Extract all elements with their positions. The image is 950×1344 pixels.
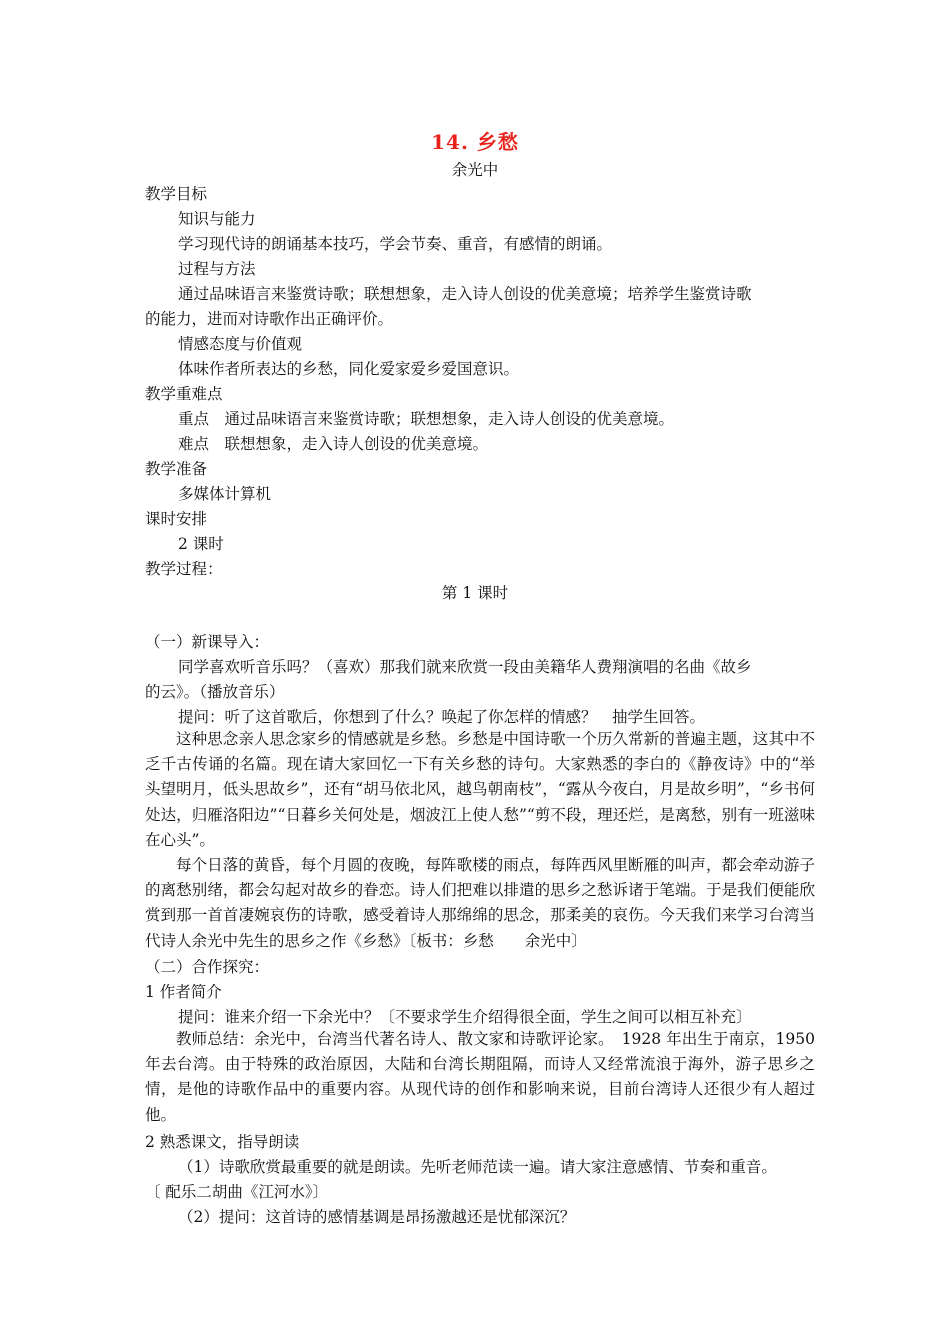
intro-text-line1: 同学喜欢听音乐吗？（喜欢）那我们就来欣赏一段由美籍华人费翔演唱的名曲《故乡: [178, 658, 752, 676]
question-two: 提问：谁来介绍一下余光中？〔不要求学生介绍得很全面，学生之间可以相互补充〕: [178, 1008, 752, 1026]
knowledge-text: 学习现代诗的朗诵基本技巧，学会节奏、重音，有感情的朗诵。: [178, 235, 613, 253]
process-text-line2: 的能力，进而对诗歌作出正确评价。: [145, 310, 394, 328]
lesson-title: 14. 乡愁: [431, 130, 519, 154]
difficulty-text: 难点 联想想象，走入诗人创设的优美意境。: [178, 435, 489, 453]
preparation-text: 多媒体计算机: [178, 485, 272, 503]
emotion-text: 体味作者所表达的乡愁，同化爱家爱乡爱国意识。: [178, 360, 520, 378]
author-intro-heading: 1 作者简介: [145, 983, 222, 1001]
key-point-text: 重点 通过品味语言来鉴赏诗歌；联想想象，走入诗人创设的优美意境。: [178, 410, 675, 428]
process-text-line1: 通过品味语言来鉴赏诗歌；联想想象，走入诗人创设的优美意境；培养学生鉴赏诗歌: [178, 285, 752, 303]
lesson-one-heading: 第 1 课时: [441, 584, 509, 602]
heading-preparation: 教学准备: [145, 460, 208, 478]
subheading-emotion: 情感态度与价值观: [178, 335, 303, 353]
heading-key-points: 教学重难点: [145, 385, 223, 403]
section-explore-heading: （二）合作探究：: [145, 958, 270, 976]
sunset-paragraph: [145, 853, 815, 954]
reading-question: （2）提问：这首诗的感情基调是昂扬激越还是忧郁深沉？: [178, 1208, 576, 1226]
teacher-summary-paragraph: [145, 1027, 815, 1128]
sunset-paragraph-text: 每个日落的黄昏，每个月圆的夜晚，每阵歌楼的雨点，每阵西风里断雁的叫声，都会牵动游子的离愁别绪，都会勾起对故乡的眷恋。诗人们把难以排遣的思乡之愁诉诸于笔端。于是我们便能欣赏到那一首首凄婉哀伤的诗歌，感受着诗人那绵绵的思念，那柔美的哀伤。今天我们来学习台湾当代诗人余光中先生的思乡之作《乡愁》〔板书：乡愁 余光中〕: [145, 856, 815, 950]
heading-class-hours: 课时安排: [145, 510, 208, 528]
reading-instruction-line2: 〔 配乐二胡曲《江河水》〕: [145, 1183, 329, 1201]
author-name: 余光中: [451, 161, 499, 179]
heading-teaching-goals: 教学目标: [145, 185, 208, 203]
heading-teaching-process: 教学过程：: [145, 560, 223, 578]
familiar-text-heading: 2 熟悉课文，指导朗读: [145, 1133, 300, 1151]
subheading-knowledge: 知识与能力: [178, 210, 256, 228]
reading-instruction-line1: （1）诗歌欣赏最重要的就是朗读。先听老师范读一遍。请大家注意感情、节奏和重音。: [178, 1158, 777, 1176]
class-hours-text: 2 课时: [178, 535, 224, 553]
question-one: 提问：听了这首歌后，你想到了什么？唤起了你怎样的情感？ 抽学生回答。: [178, 708, 706, 726]
section-intro-heading: （一）新课导入：: [145, 633, 270, 651]
subheading-process: 过程与方法: [178, 260, 256, 278]
homesick-paragraph: [145, 727, 815, 853]
intro-text-line2: 的云》。（播放音乐）: [145, 683, 285, 701]
homesick-paragraph-text: 这种思念亲人思念家乡的情感就是乡愁。乡愁是中国诗歌一个历久常新的普遍主题，这其中不乏千古传诵的名篇。现在请大家回忆一下有关乡愁的诗句。大家熟悉的李白的《静夜诗》中的“举头望明月，低头思故乡”，还有“胡马依北风，越鸟朝南枝”，“露从今夜白，月是故乡明”，“乡书何处达，归雁洛阳边”“日暮乡关何处是，烟波江上使人愁”“剪不段，理还烂，是离愁，别有一班滋味在心头”。: [145, 730, 815, 849]
teacher-summary-text: 教师总结：余光中，台湾当代著名诗人、散文家和诗歌评论家。 1928 年出生于南京，1950 年去台湾。由于特殊的政治原因，大陆和台湾长期阻隔，而诗人又经常流浪于海外，游子思乡之情，是他的诗歌作品中的重要内容。从现代诗的创作和影响来说，目前台湾诗人还很少有人超过他。: [145, 1030, 815, 1124]
